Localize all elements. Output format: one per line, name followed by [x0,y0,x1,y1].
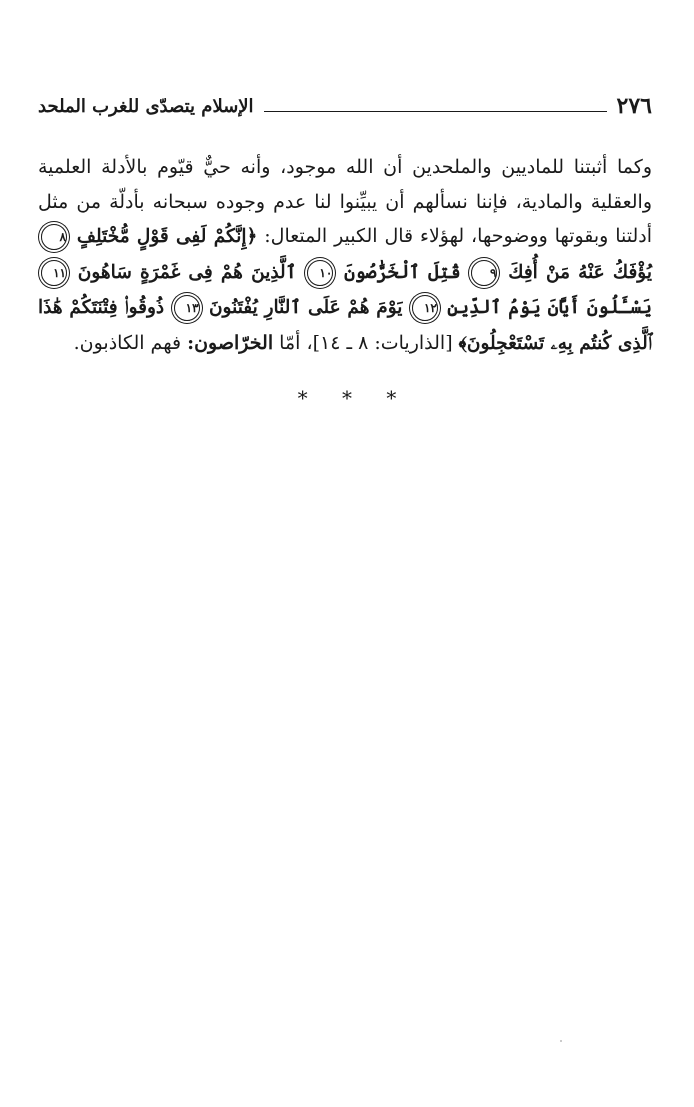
conclusion-term: الخرّاصون: [187,331,274,354]
quran-open-bracket: ﴿ [246,226,258,248]
conclusion-lead: أمّا [279,331,301,354]
separator-star: * [386,386,397,410]
verse-13: يَوْمَ هُمْ عَلَى ٱلنَّارِ يُفْتَنُونَ [208,297,403,319]
verse-11: ٱلَّذِينَ هُمْ فِى غَمْرَةٍ سَاهُونَ [77,261,297,283]
ayah-number-10: ١٠ [307,260,333,286]
running-title: الإسلام يتصدّى للغرب الملحد [38,95,254,117]
page-header [38,88,652,124]
separator-star: * [297,386,308,410]
ayah-number-11: ١١ [41,260,67,286]
page-number: ٢٧٦ [616,93,652,119]
ayah-number-9: ٩ [471,260,497,286]
ayah-number-12: ١٢ [412,295,438,321]
conclusion-tail: فهم الكاذبون. [73,331,182,354]
separator-star: * [342,386,352,410]
verse-14: ذُوقُوا۟ فِتْنَتَكُمْ هَٰذَا ٱلَّذِى كُنتُم بِهِۦ تَسْتَعْجِلُونَ [38,297,652,354]
quran-close-bracket: ﴾ [458,332,467,354]
intro-text: وكما أثبتنا للماديين والملحدين أن الله موجود، وأنه حيٌّ قيّوم بالأدلة العلمية والعقلية والمادية، فإننا نسألهم أن يبيِّنوا لنا عدم وجوده سبحانه بأدلّة من مثل أدلتنا وبقوتها ووضوحها، لهؤلاء قال الكبير المتعال: [38,156,653,248]
paper-speck [560,1040,562,1042]
verse-12: يَسْـَٔلُونَ أَيَّانَ يَوْمُ ٱلدِّينِ [447,297,652,319]
surah-citation: [الذاريات: ٨ ـ ١٤]، [306,331,453,354]
verse-8: إِنَّكُمْ لَفِى قَوْلٍ مُّخْتَلِفٍ [76,226,247,248]
header-rule [264,111,607,112]
body-text [38,150,652,362]
paragraph [38,150,652,362]
section-separator [0,386,694,410]
ayah-number-8: ٨ [41,224,67,250]
ayah-number-13: ١٣ [174,295,200,321]
verse-10: قُتِلَ ٱلْخَرَّٰصُونَ [344,261,461,283]
verse-9: يُؤْفَكُ عَنْهُ مَنْ أُفِكَ [508,261,652,283]
